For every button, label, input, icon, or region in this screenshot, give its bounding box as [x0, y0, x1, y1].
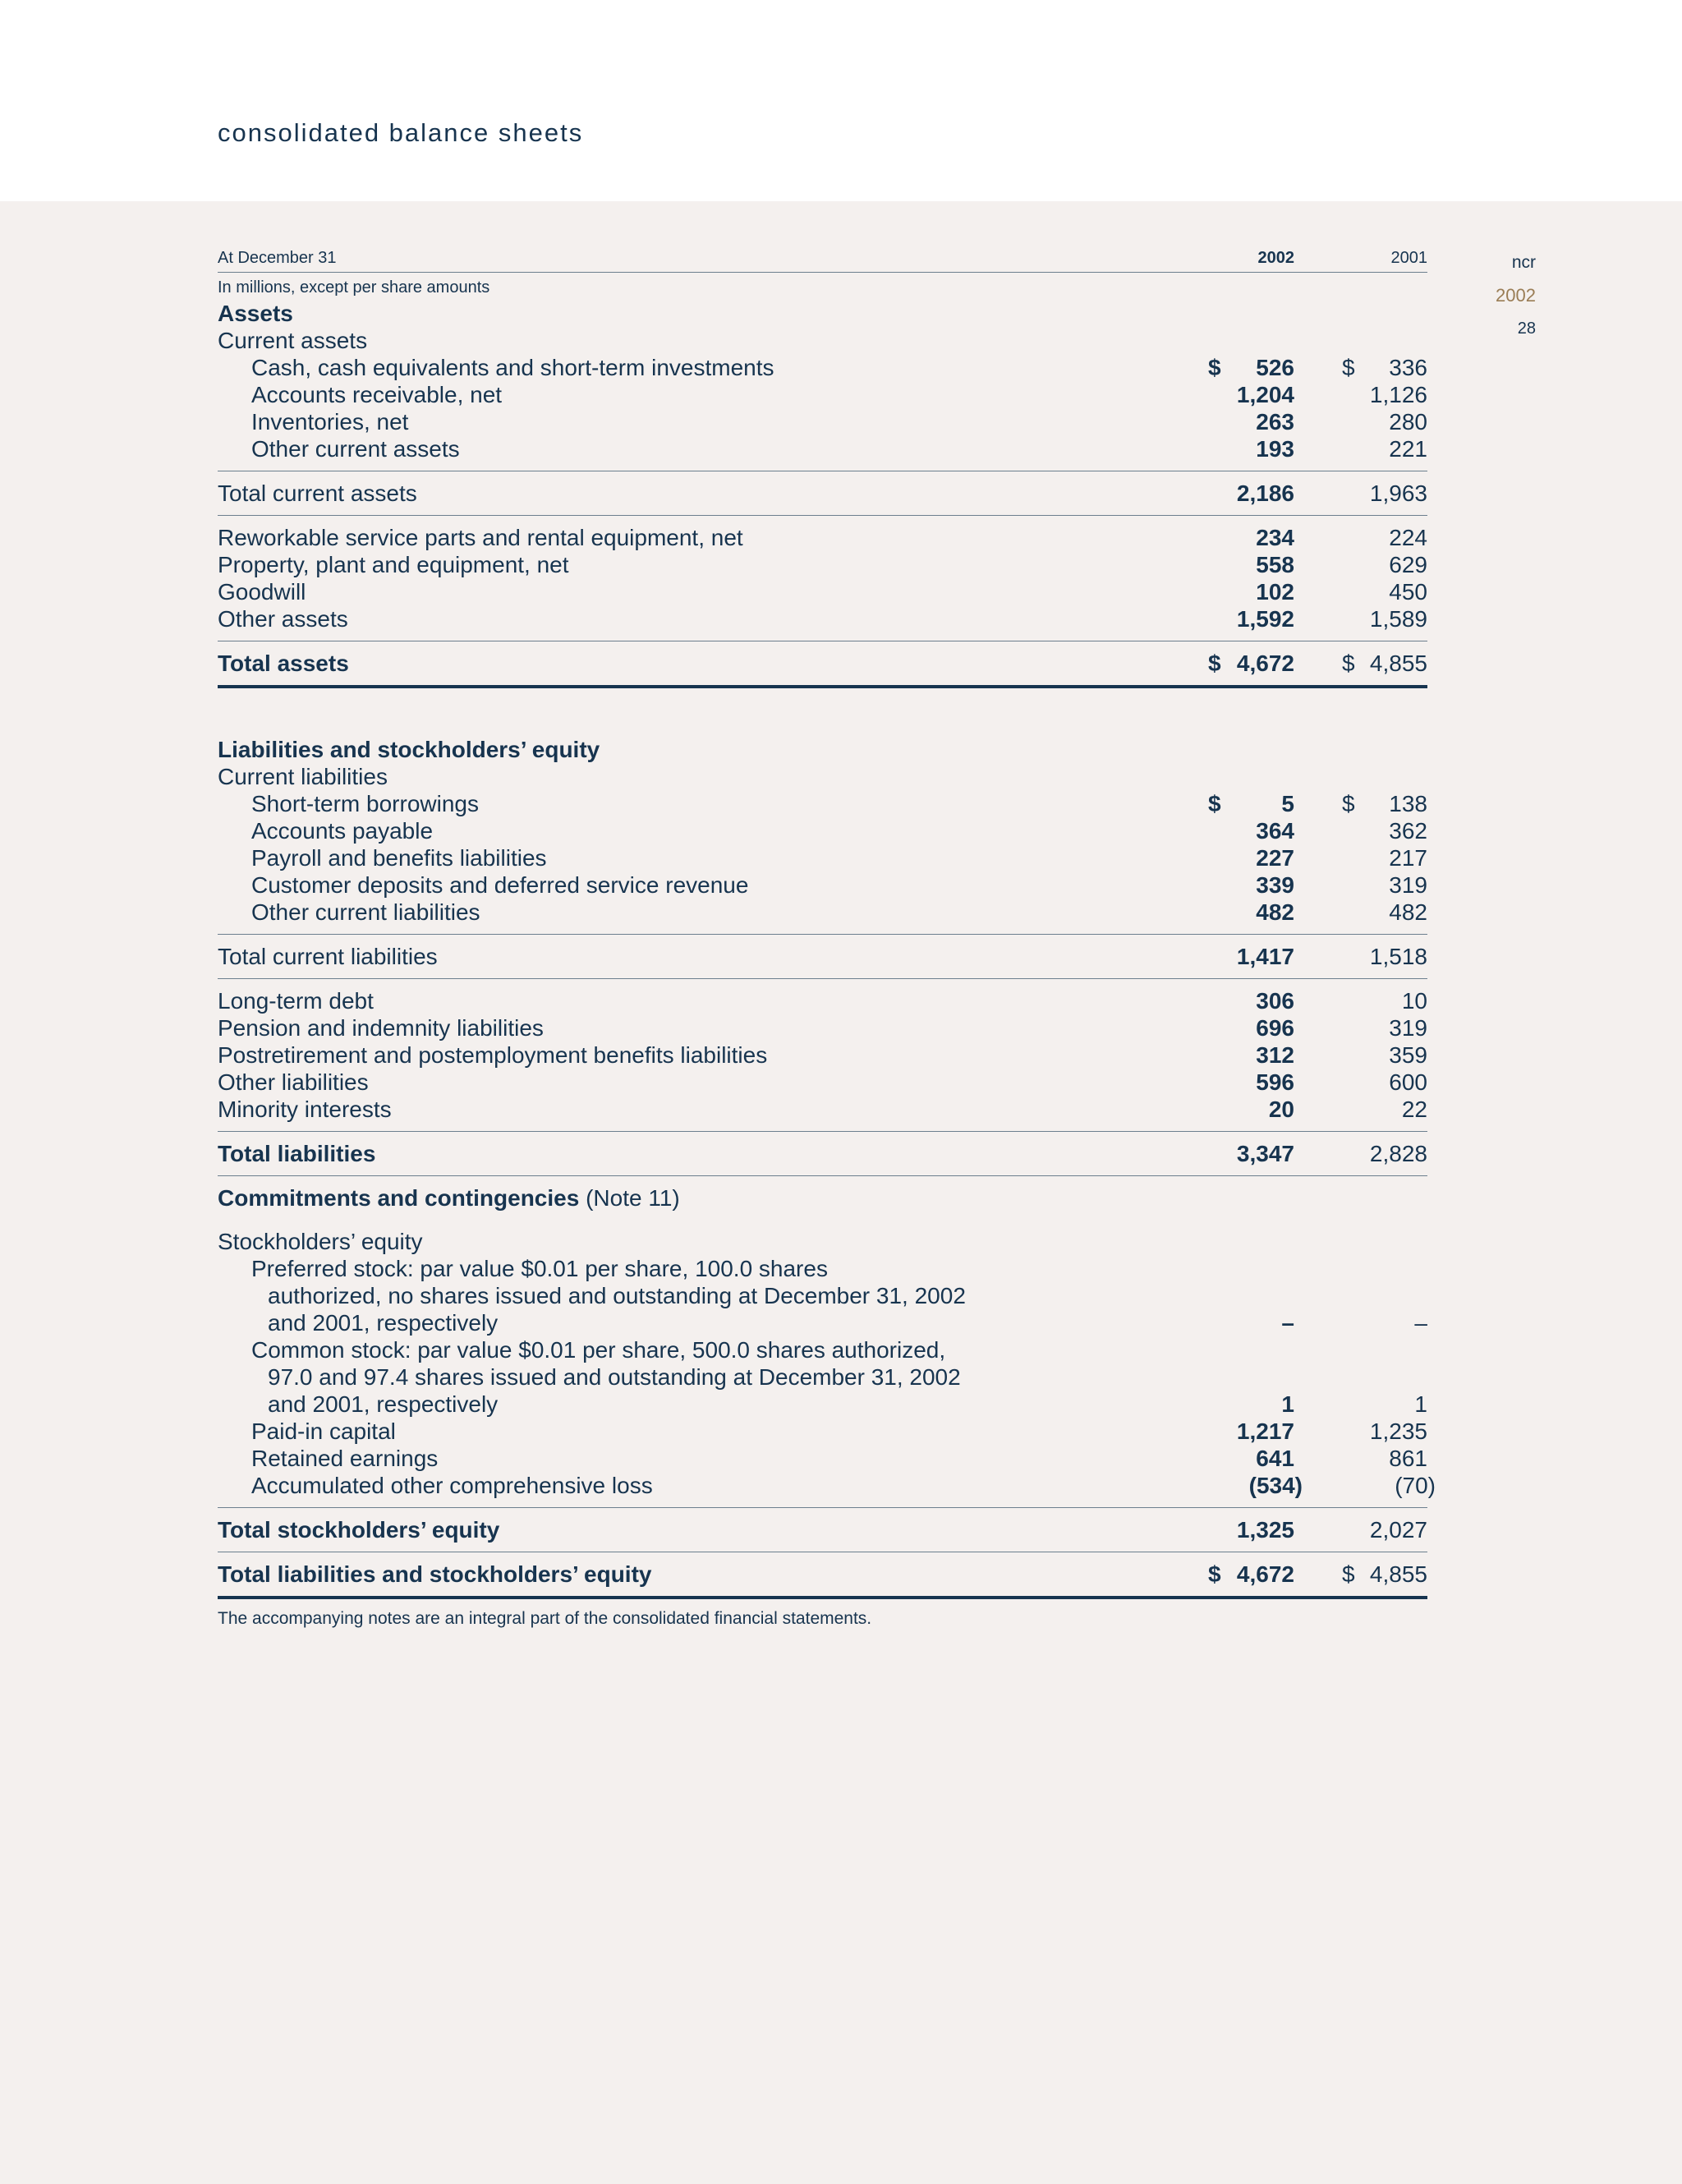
value-2002: 5 — [1281, 791, 1294, 816]
value-2002: 227 — [1256, 845, 1294, 871]
column-2002-header: 2002 — [1257, 249, 1294, 267]
row-customer-deposits: Customer deposits and deferred service revenue 339 319 — [251, 872, 1427, 898]
value-2002: 20 — [1268, 1097, 1294, 1122]
value-2001: 861 — [1389, 1446, 1427, 1471]
row-short-term-borrowings: Short-term borrowings $ 5 $ 138 — [251, 791, 1427, 816]
footnote: The accompanying notes are an integral part of the consolidated financial statements. — [218, 1609, 872, 1628]
currency-symbol: $ — [1208, 791, 1221, 816]
value-2001: 1 — [1414, 1391, 1427, 1417]
value-2001: 280 — [1389, 409, 1427, 435]
value-2002: (534) — [1248, 1473, 1303, 1498]
row-other-current-liabilities: Other current liabilities 482 482 — [251, 899, 1427, 925]
currency-symbol: $ — [1342, 651, 1355, 676]
liabilities-heading: Liabilities and stockholders’ equity — [218, 737, 600, 762]
value-2001: 10 — [1401, 988, 1427, 1014]
report-year: 2002 — [1496, 285, 1536, 306]
title-band — [0, 0, 1682, 201]
value-2002: 641 — [1256, 1446, 1294, 1471]
row-goodwill: Goodwill 102 450 — [218, 579, 1427, 605]
value-2002: 596 — [1256, 1069, 1294, 1095]
value-2001: 217 — [1389, 845, 1427, 871]
row-total-current-assets: Total current assets 2,186 1,963 — [218, 480, 1427, 506]
currency-symbol: $ — [1342, 791, 1355, 816]
page-number: 28 — [1517, 320, 1536, 338]
row-ppe: Property, plant and equipment, net 558 629 — [218, 552, 1427, 577]
currency-symbol: $ — [1208, 651, 1221, 676]
assets-heading: Assets — [218, 301, 293, 326]
value-2001: 1,963 — [1369, 480, 1427, 506]
preferred-stock-line-2: authorized, no shares issued and outstanding at December 31, 2002 — [268, 1283, 966, 1308]
value-2001: 336 — [1389, 355, 1427, 380]
commitments-label: Commitments and contingencies — [218, 1185, 580, 1211]
row-other-assets: Other assets 1,592 1,589 — [218, 606, 1427, 632]
row-commitments — [218, 1184, 1427, 1212]
value-2002: 263 — [1256, 409, 1294, 435]
value-2002: 1,417 — [1236, 944, 1294, 969]
value-2001: – — [1414, 1310, 1427, 1336]
value-2002: 526 — [1256, 355, 1294, 380]
column-header — [218, 246, 1427, 273]
units-note: In millions, except per share amounts — [218, 278, 490, 297]
common-stock-line-2: 97.0 and 97.4 shares issued and outstanding at December 31, 2002 — [268, 1364, 961, 1390]
row-other-liabilities: Other liabilities 596 600 — [218, 1069, 1427, 1095]
row-total-current-liabilities: Total current liabilities 1,417 1,518 — [218, 944, 1427, 969]
preferred-stock-line-1: Preferred stock: par value $0.01 per share, 100.0 shares — [251, 1256, 828, 1281]
row-payroll: Payroll and benefits liabilities 227 217 — [251, 845, 1427, 871]
commitments-note: (Note 11) — [586, 1185, 680, 1211]
value-2001: 450 — [1389, 579, 1427, 605]
value-2001: 138 — [1389, 791, 1427, 816]
row-retained-earnings: Retained earnings 641 861 — [251, 1446, 1427, 1471]
column-2001-header: 2001 — [1390, 249, 1427, 267]
value-2001: 1,235 — [1369, 1418, 1427, 1444]
row-reworkable: Reworkable service parts and rental equipment, net 234 224 — [218, 525, 1427, 550]
current-liabilities-heading: Current liabilities — [218, 764, 388, 789]
value-2001: 224 — [1389, 525, 1427, 550]
row-inventories: Inventories, net 263 280 — [251, 409, 1427, 435]
value-2002: 558 — [1256, 552, 1294, 577]
value-2002: 364 — [1256, 818, 1294, 844]
value-2001: 4,855 — [1369, 651, 1427, 676]
value-2001: (70) — [1395, 1473, 1436, 1498]
value-2002: 102 — [1256, 579, 1294, 605]
row-total-liabilities-equity: Total liabilities and stockholders’ equity $ 4,672 $ 4,855 — [218, 1561, 1427, 1587]
row-other-current-assets: Other current assets 193 221 — [251, 436, 1427, 462]
equity-heading: Stockholders’ equity — [218, 1229, 423, 1254]
value-2001: 362 — [1389, 818, 1427, 844]
value-2002: 1,325 — [1236, 1517, 1294, 1543]
value-2001: 359 — [1389, 1042, 1427, 1068]
date-label: At December 31 — [218, 249, 337, 267]
value-2001: 319 — [1389, 1015, 1427, 1041]
value-2002: 339 — [1256, 872, 1294, 898]
value-2001: 319 — [1389, 872, 1427, 898]
row-minority-interests: Minority interests 20 22 — [218, 1097, 1427, 1122]
currency-symbol: $ — [1342, 1561, 1355, 1587]
value-2002: 1,204 — [1236, 382, 1294, 407]
value-2001: 2,828 — [1369, 1141, 1427, 1166]
row-accounts-payable: Accounts payable 364 362 — [251, 818, 1427, 844]
value-2002: 482 — [1256, 899, 1294, 925]
currency-symbol: $ — [1208, 1561, 1221, 1587]
currency-symbol: $ — [1342, 355, 1355, 380]
value-2002: 2,186 — [1236, 480, 1294, 506]
value-2002: 306 — [1256, 988, 1294, 1014]
value-2001: 482 — [1389, 899, 1427, 925]
value-2002: 4,672 — [1236, 651, 1294, 676]
current-assets-heading: Current assets — [218, 328, 368, 353]
row-postretirement: Postretirement and postemployment benefits liabilities 312 359 — [218, 1042, 1427, 1068]
row-pension: Pension and indemnity liabilities 696 319 — [218, 1015, 1427, 1041]
currency-symbol: $ — [1208, 355, 1221, 380]
value-2001: 1,126 — [1369, 382, 1427, 407]
row-receivables: Accounts receivable, net 1,204 1,126 — [251, 382, 1427, 407]
common-stock-line-1: Common stock: par value $0.01 per share, 500.0 shares authorized, — [251, 1337, 946, 1363]
value-2001: 221 — [1389, 436, 1427, 462]
value-2002: 1 — [1281, 1391, 1294, 1417]
value-2001: 22 — [1401, 1097, 1427, 1122]
row-aoci: Accumulated other comprehensive loss (534) (70) — [251, 1473, 1436, 1498]
total-divider — [218, 1596, 1427, 1599]
row-total-equity: Total stockholders’ equity 1,325 2,027 — [218, 1517, 1427, 1543]
value-2002: – — [1281, 1310, 1294, 1336]
value-2002: 193 — [1256, 436, 1294, 462]
value-2001: 4,855 — [1369, 1561, 1427, 1587]
value-2002: 3,347 — [1236, 1141, 1294, 1166]
row-long-term-debt: Long-term debt 306 10 — [218, 988, 1427, 1014]
row-paid-in-capital: Paid-in capital 1,217 1,235 — [251, 1418, 1427, 1444]
row-total-assets: Total assets $ 4,672 $ 4,855 — [218, 651, 1427, 676]
value-2002: 696 — [1256, 1015, 1294, 1041]
value-2002: 4,672 — [1236, 1561, 1294, 1587]
company-name: ncr — [1511, 253, 1536, 272]
value-2001: 629 — [1389, 552, 1427, 577]
balance-sheet — [218, 246, 1436, 1629]
page-title: consolidated balance sheets — [218, 118, 584, 147]
row-common-stock: and 2001, respectively 1 1 — [268, 1391, 1427, 1417]
row-preferred-stock: and 2001, respectively – – — [268, 1310, 1427, 1336]
row-total-liabilities: Total liabilities 3,347 2,828 — [218, 1141, 1427, 1166]
value-2002: 312 — [1256, 1042, 1294, 1068]
value-2001: 600 — [1389, 1069, 1427, 1095]
value-2001: 2,027 — [1369, 1517, 1427, 1543]
value-2002: 1,592 — [1236, 606, 1294, 632]
side-tab — [1496, 246, 1536, 345]
value-2002: 234 — [1256, 525, 1294, 550]
row-cash: Cash, cash equivalents and short-term investments $ 526 $ 336 — [251, 355, 1427, 380]
value-2001: 1,518 — [1369, 944, 1427, 969]
value-2001: 1,589 — [1369, 606, 1427, 632]
value-2002: 1,217 — [1236, 1418, 1294, 1444]
